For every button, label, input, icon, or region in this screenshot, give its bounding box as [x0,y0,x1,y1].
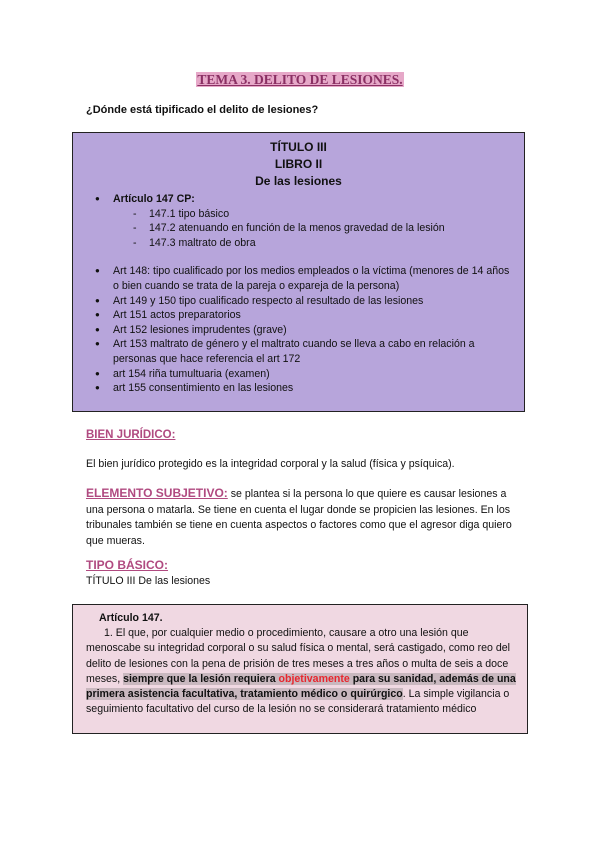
document-title-line [0,71,600,89]
list-item: ● art 155 consentimiento en las lesiones [73,381,524,396]
document-title: TEMA 3. DELITO DE LESIONES. [197,72,403,87]
elemento-subjetivo-text: se plantea si la persona lo que quiere es causar lesiones a una persona o matarla. Se tiene en cuenta el lugar donde se propicien las lesiones. En los tribunales también se tiene en cuenta aspectos o factores como que el agresor diga quiero que mueras. [86,488,512,547]
highlight-text: para su sanidad, además de una primera asistencia facultativa, tratamiento médico o quirúrgico [86,672,516,701]
heading-titulo: TÍTULO III [270,140,327,154]
list-item: ● Art 148: tipo cualificado por los medios empleados o la víctima (menores de 14 años o bien cuando se trata de la pareja o expareja de la persona) [73,264,524,293]
article-147-text [86,626,517,717]
heading-lesiones: De las lesiones [255,174,342,188]
list-item: ● Art 151 actos preparatorios [73,308,524,323]
bien-juridico-heading: BIEN JURÍDICO: [86,429,176,441]
summary-heading [73,139,524,190]
heading-libro: LIBRO II [274,157,323,171]
tipo-basico-heading: TIPO BÁSICO: [86,558,169,572]
summary-box [72,132,525,412]
sub-item: - 147.1 tipo básico [73,207,524,222]
article-text-start: 1. El que, por cualquier medio o procedimiento, causare a otro una lesión que menoscabe su integridad corporal o su salud física o mental, será castigado, como reo del delito de lesiones con la pena de prisión de tres meses a tres años o multa de seis a doce meses, [86,627,510,685]
article-147-box [72,604,528,734]
article-147-heading: Artículo 147. [99,612,163,624]
list-item: ● Art 152 lesiones imprudentes (grave) [73,323,524,338]
list-item: ● Art 153 maltrato de género y el maltrato cuando se lleva a cabo en relación a personas que hace referencia el art 172 [73,337,524,366]
sub-item: - 147.2 atenuando en función de la menos gravedad de la lesión [73,221,524,236]
elemento-subjetivo-heading: ELEMENTO SUBJETIVO: [86,486,228,500]
list-item: ● art 154 riña tumultuaria (examen) [73,367,524,382]
list-spacer [73,250,524,264]
question-text: ¿Dónde está tipificado el delito de lesiones? [86,104,319,116]
elemento-subjetivo-paragraph [86,486,526,549]
list-item: ● Art 149 y 150 tipo cualificado respecto al resultado de las lesiones [73,294,524,309]
tipo-basico-text: TÍTULO III De las lesiones [86,575,211,587]
article-list [73,192,524,396]
highlight-text: siempre que la lesión requiera [123,672,279,685]
list-item-article-147: ● Artículo 147 CP: [73,192,524,207]
sub-item: - 147.3 maltrato de obra [73,236,524,251]
bien-juridico-text: El bien jurídico protegido es la integridad corporal y la salud (física y psíquica). [86,458,455,470]
highlight-red-text: objetivamente [278,672,350,685]
article-text-end: . La simple vigilancia o seguimiento facultativo del curso de la lesión no se considerará tratamiento médico [86,688,510,716]
